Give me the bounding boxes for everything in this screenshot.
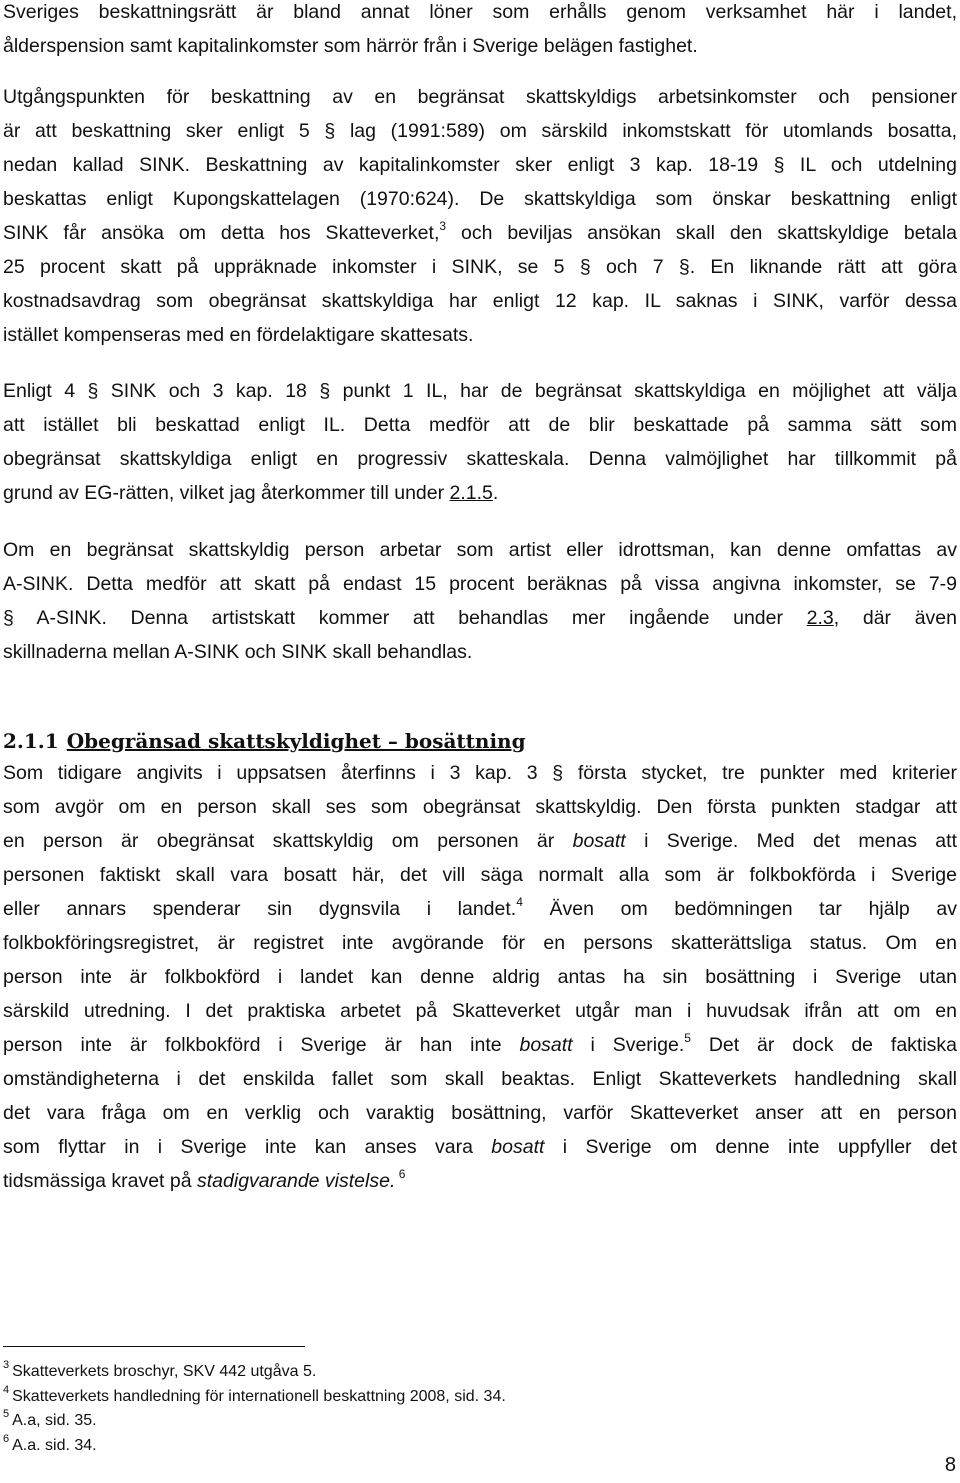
text-line: Om en begränsat skattskyldig person arbetar som artist eller idrottsman, kan denne omfattas av — [3, 539, 957, 561]
footnote-number: 6 — [3, 1432, 10, 1445]
section-link-2-1-5[interactable]: 2.1.5 — [449, 482, 493, 504]
footnote — [3, 1385, 506, 1410]
text-segment: i Sverige. Med det menas att — [625, 830, 957, 852]
text-line — [3, 601, 957, 635]
text-segment: i Sverige. — [572, 1034, 685, 1056]
paragraph-limited-tax-liability — [3, 80, 957, 352]
text-line: personen faktiskt skall vara bosatt här, det vill säga normalt alla som är folkbokförda i Sverige — [3, 864, 957, 886]
text-line: Som tidigare angivits i uppsatsen återfinns i 3 kap. 3 § första stycket, tre punkter med kriterier — [3, 762, 957, 784]
text-line: 25 procent skatt på uppräknade inkomster i SINK, se 5 § och 7 §. En liknande rätt att göra — [3, 256, 957, 278]
text-line: särskild utredning. I det praktiska arbetet på Skatteverket utgår man i huvudsak ifrån att om en — [3, 1000, 957, 1022]
footnote-ref[interactable]: 4 — [516, 895, 523, 909]
text-segment: SINK får ansöka om detta hos Skatteverket, — [3, 222, 440, 244]
text-line: att istället bli beskattad enligt IL. Detta medför att de blir beskattade på samma sätt som — [3, 414, 957, 436]
text-line: omständigheterna i det enskilda fallet som skall beaktas. Enligt Skatteverkets handledning skall — [3, 1068, 957, 1090]
text-line: nedan kallad SINK. Beskattning av kapitalinkomster sker enligt 3 kap. 18-19 § IL och utdelning — [3, 154, 957, 176]
text-line: skillnaderna mellan A-SINK och SINK skall behandlas. — [3, 641, 473, 663]
paragraph-sink-option — [3, 374, 957, 510]
text-line: istället kompenseras med en fördelaktigare skattesats. — [3, 324, 474, 346]
section-heading — [3, 724, 526, 758]
footnote — [3, 1409, 506, 1434]
text-segment: bosatt — [519, 1034, 573, 1056]
footnote-text: Skatteverkets broschyr, SKV 442 utgåva 5. — [12, 1363, 317, 1380]
text-segment: . — [492, 482, 499, 504]
text-segment: i Sverige om denne inte uppfyller det — [544, 1136, 957, 1158]
footnote-separator — [3, 1346, 305, 1347]
text-segment: , där även — [833, 607, 957, 629]
text-line: som avgör om en person skall ses som obegränsat skattskyldig. Den första punkten stadgar att — [3, 796, 957, 818]
text-segment: grund av EG-rätten, vilket jag återkommer till under — [3, 482, 450, 504]
footnote — [3, 1360, 506, 1385]
footnote-ref[interactable]: 5 — [684, 1031, 691, 1045]
text-segment: tidsmässiga kravet på — [3, 1170, 198, 1192]
text-line: Sveriges beskattningsrätt är bland annat löner som erhålls genom verksamhet här i landet, — [3, 1, 957, 23]
text-line — [3, 824, 957, 858]
text-segment: bosatt — [491, 1136, 545, 1158]
text-segment: person inte är folkbokförd i Sverige är han inte — [3, 1034, 520, 1056]
section-link-2-3[interactable]: 2.3 — [806, 607, 834, 629]
paragraph-tax-rights — [3, 0, 957, 63]
text-segment: bosatt — [572, 830, 626, 852]
footnote-ref[interactable]: 6 — [395, 1167, 406, 1181]
footnote-text: A.a, sid. 35. — [12, 1412, 97, 1429]
text-line: Utgångspunkten för beskattning av en begränsat skattskyldigs arbetsinkomster och pensioner — [3, 86, 957, 108]
text-segment: eller annars spenderar sin dygnsvila i landet. — [3, 898, 517, 920]
text-line — [3, 1028, 957, 1062]
text-segment: och beviljas ansökan skall den skattskyldige betala — [446, 222, 957, 244]
footnote-number: 5 — [3, 1408, 10, 1420]
text-line: är att beskattning sker enligt 5 § lag (1991:589) om särskild inkomstskatt för utomlands bosatta, — [3, 120, 957, 142]
text-segment: stadigvarande vistelse. — [197, 1170, 396, 1192]
paragraph-residence — [3, 756, 957, 1198]
text-segment: Det är dock de faktiska — [690, 1034, 957, 1056]
text-line — [3, 1130, 957, 1164]
page-number: 8 — [944, 1454, 956, 1476]
footnote — [3, 1434, 506, 1459]
text-line: det vara fråga om en verklig och varaktig bosättning, varför Skatteverket anser att en person — [3, 1102, 957, 1124]
text-line: folkbokföringsregistret, är registret inte avgörande för en persons skatterättsliga status. Om en — [3, 932, 957, 954]
footnote-number: 4 — [3, 1383, 10, 1396]
footnote-number: 3 — [3, 1359, 10, 1371]
text-segment: en person är obegränsat skattskyldig om personen är — [3, 830, 573, 852]
text-line: A-SINK. Detta medför att skatt på endast 15 procent beräknas på vissa angivna inkomster, se 7-9 — [3, 573, 957, 595]
paragraph-a-sink — [3, 533, 957, 669]
text-line: person inte är folkbokförd i landet kan denne aldrig antas ha sin bosättning i Sverige utan — [3, 966, 957, 988]
text-line: ålderspension samt kapitalinkomster som härrör från i Sverige belägen fastighet. — [3, 35, 698, 57]
text-line: obegränsat skattskyldiga enligt en progressiv skatteskala. Denna valmöjlighet har tillkommit på — [3, 448, 957, 470]
text-line: beskattas enligt Kupongskattelagen (1970:624). De skattskyldiga som önskar beskattning enligt — [3, 188, 957, 210]
section-title: Obegränsad skattskyldighet – bosättning — [66, 729, 526, 753]
section-number: 2.1.1 — [3, 729, 59, 753]
text-segment: § A-SINK. Denna artistskatt kommer att behandlas mer ingående under — [3, 607, 807, 629]
footnote-ref[interactable]: 3 — [439, 219, 447, 233]
text-line — [3, 892, 957, 926]
footnotes — [3, 1360, 506, 1458]
text-line — [3, 1164, 957, 1198]
text-line: Enligt 4 § SINK och 3 kap. 18 § punkt 1 IL, har de begränsat skattskyldiga en möjlighet att välja — [3, 380, 957, 402]
footnote-text: Skatteverkets handledning för internationell beskattning 2008, sid. 34. — [12, 1387, 506, 1405]
text-line — [3, 216, 957, 250]
text-line — [3, 476, 957, 510]
text-segment: som flyttar in i Sverige inte kan anses vara — [3, 1136, 492, 1158]
text-segment: Även om bedömningen tar hjälp av — [522, 898, 957, 920]
footnote-text: A.a. sid. 34. — [12, 1436, 97, 1454]
text-line: kostnadsavdrag som obegränsat skattskyldiga har enligt 12 kap. IL saknas i SINK, varför dessa — [3, 290, 957, 312]
